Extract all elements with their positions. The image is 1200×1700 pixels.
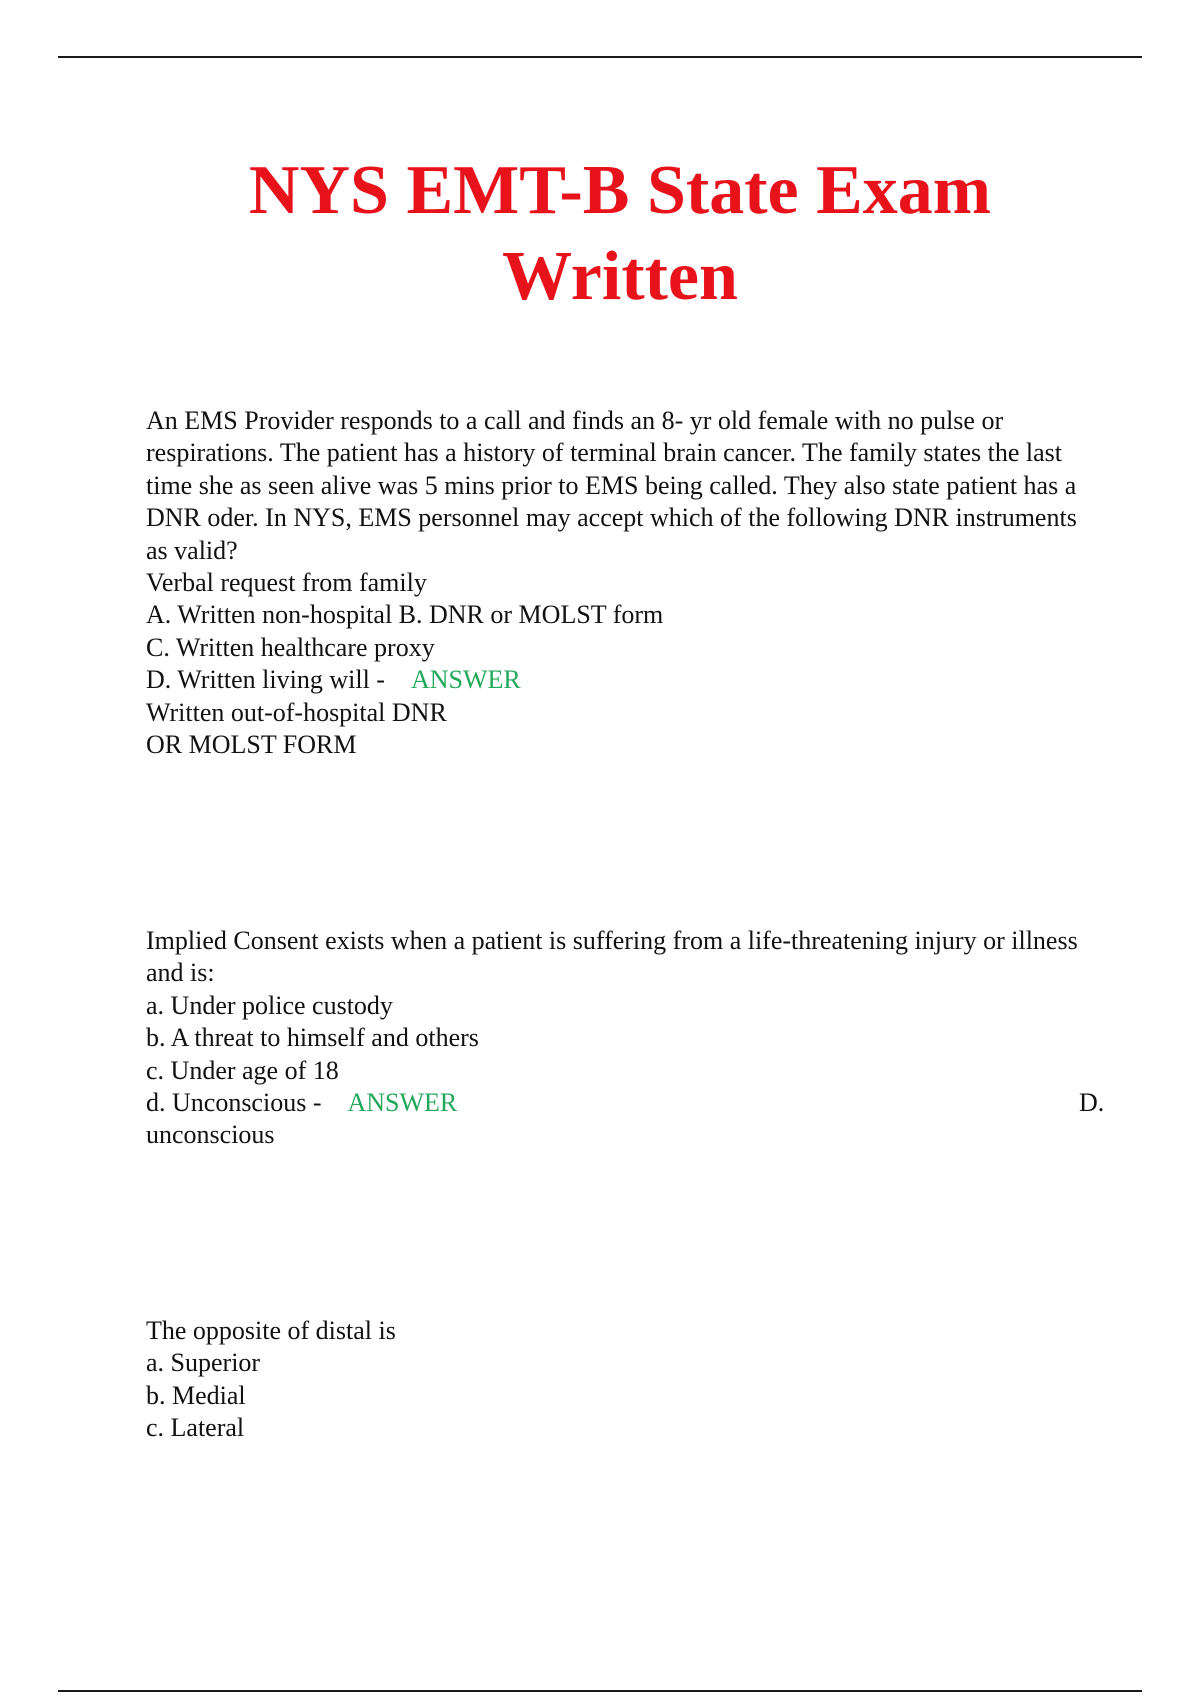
question-1-option-2: A. Written non-hospital B. DNR or MOLST form <box>146 600 664 630</box>
question-2-option-3: c. Under age of 18 <box>146 1055 339 1085</box>
question-2-answer-line-1: unconscious <box>146 1120 275 1150</box>
question-1-answer-line-1: Written out-of-hospital DNR <box>146 697 447 727</box>
question-1-option-3: C. Written healthcare proxy <box>146 632 435 662</box>
question-2 <box>146 925 1105 1152</box>
question-3-stem: The opposite of distal is <box>146 1316 396 1345</box>
question-2-stem: Implied Consent exists when a patient is suffering from a life-threatening injury or illness and is: <box>146 926 1078 988</box>
question-2-option-2: b. A threat to himself and others <box>146 1023 479 1053</box>
title-line-2: Written <box>502 238 738 315</box>
question-1-option-4-row <box>146 664 1086 696</box>
top-rule <box>58 56 1142 58</box>
question-1-stem: An EMS Provider responds to a call and finds an 8- yr old female with no pulse or respirations. The patient has a history of terminal brain cancer. The family states the last time she as seen alive was 5 mins prior to EMS being called. They also state patient has a DNR oder. In NYS, EMS personnel may accept which of the following DNR instruments as valid? <box>146 406 1077 565</box>
question-2-answer-label: ANSWER <box>347 1088 458 1118</box>
question-3-option-3: c. Lateral <box>146 1413 245 1443</box>
question-2-option-1: a. Under police custody <box>146 990 393 1020</box>
question-1-option-1: Verbal request from family <box>146 568 427 598</box>
question-2-option-4: d. Unconscious - <box>146 1088 322 1118</box>
question-3-option-1: a. Superior <box>146 1348 261 1378</box>
question-3 <box>146 1315 1086 1445</box>
question-1-option-4: D. Written living will - <box>146 665 385 695</box>
bottom-rule <box>58 1690 1142 1692</box>
question-2-answer-prefix: D. <box>1079 1088 1105 1118</box>
document-title <box>0 148 1200 320</box>
question-1-answer-label: ANSWER <box>410 665 521 695</box>
question-2-option-4-row <box>146 1087 1105 1119</box>
title-line-1: NYS EMT-B State Exam <box>248 152 992 229</box>
question-1 <box>146 405 1086 761</box>
question-3-option-2: b. Medial <box>146 1380 246 1410</box>
question-1-answer-line-2: OR MOLST FORM <box>146 730 357 760</box>
